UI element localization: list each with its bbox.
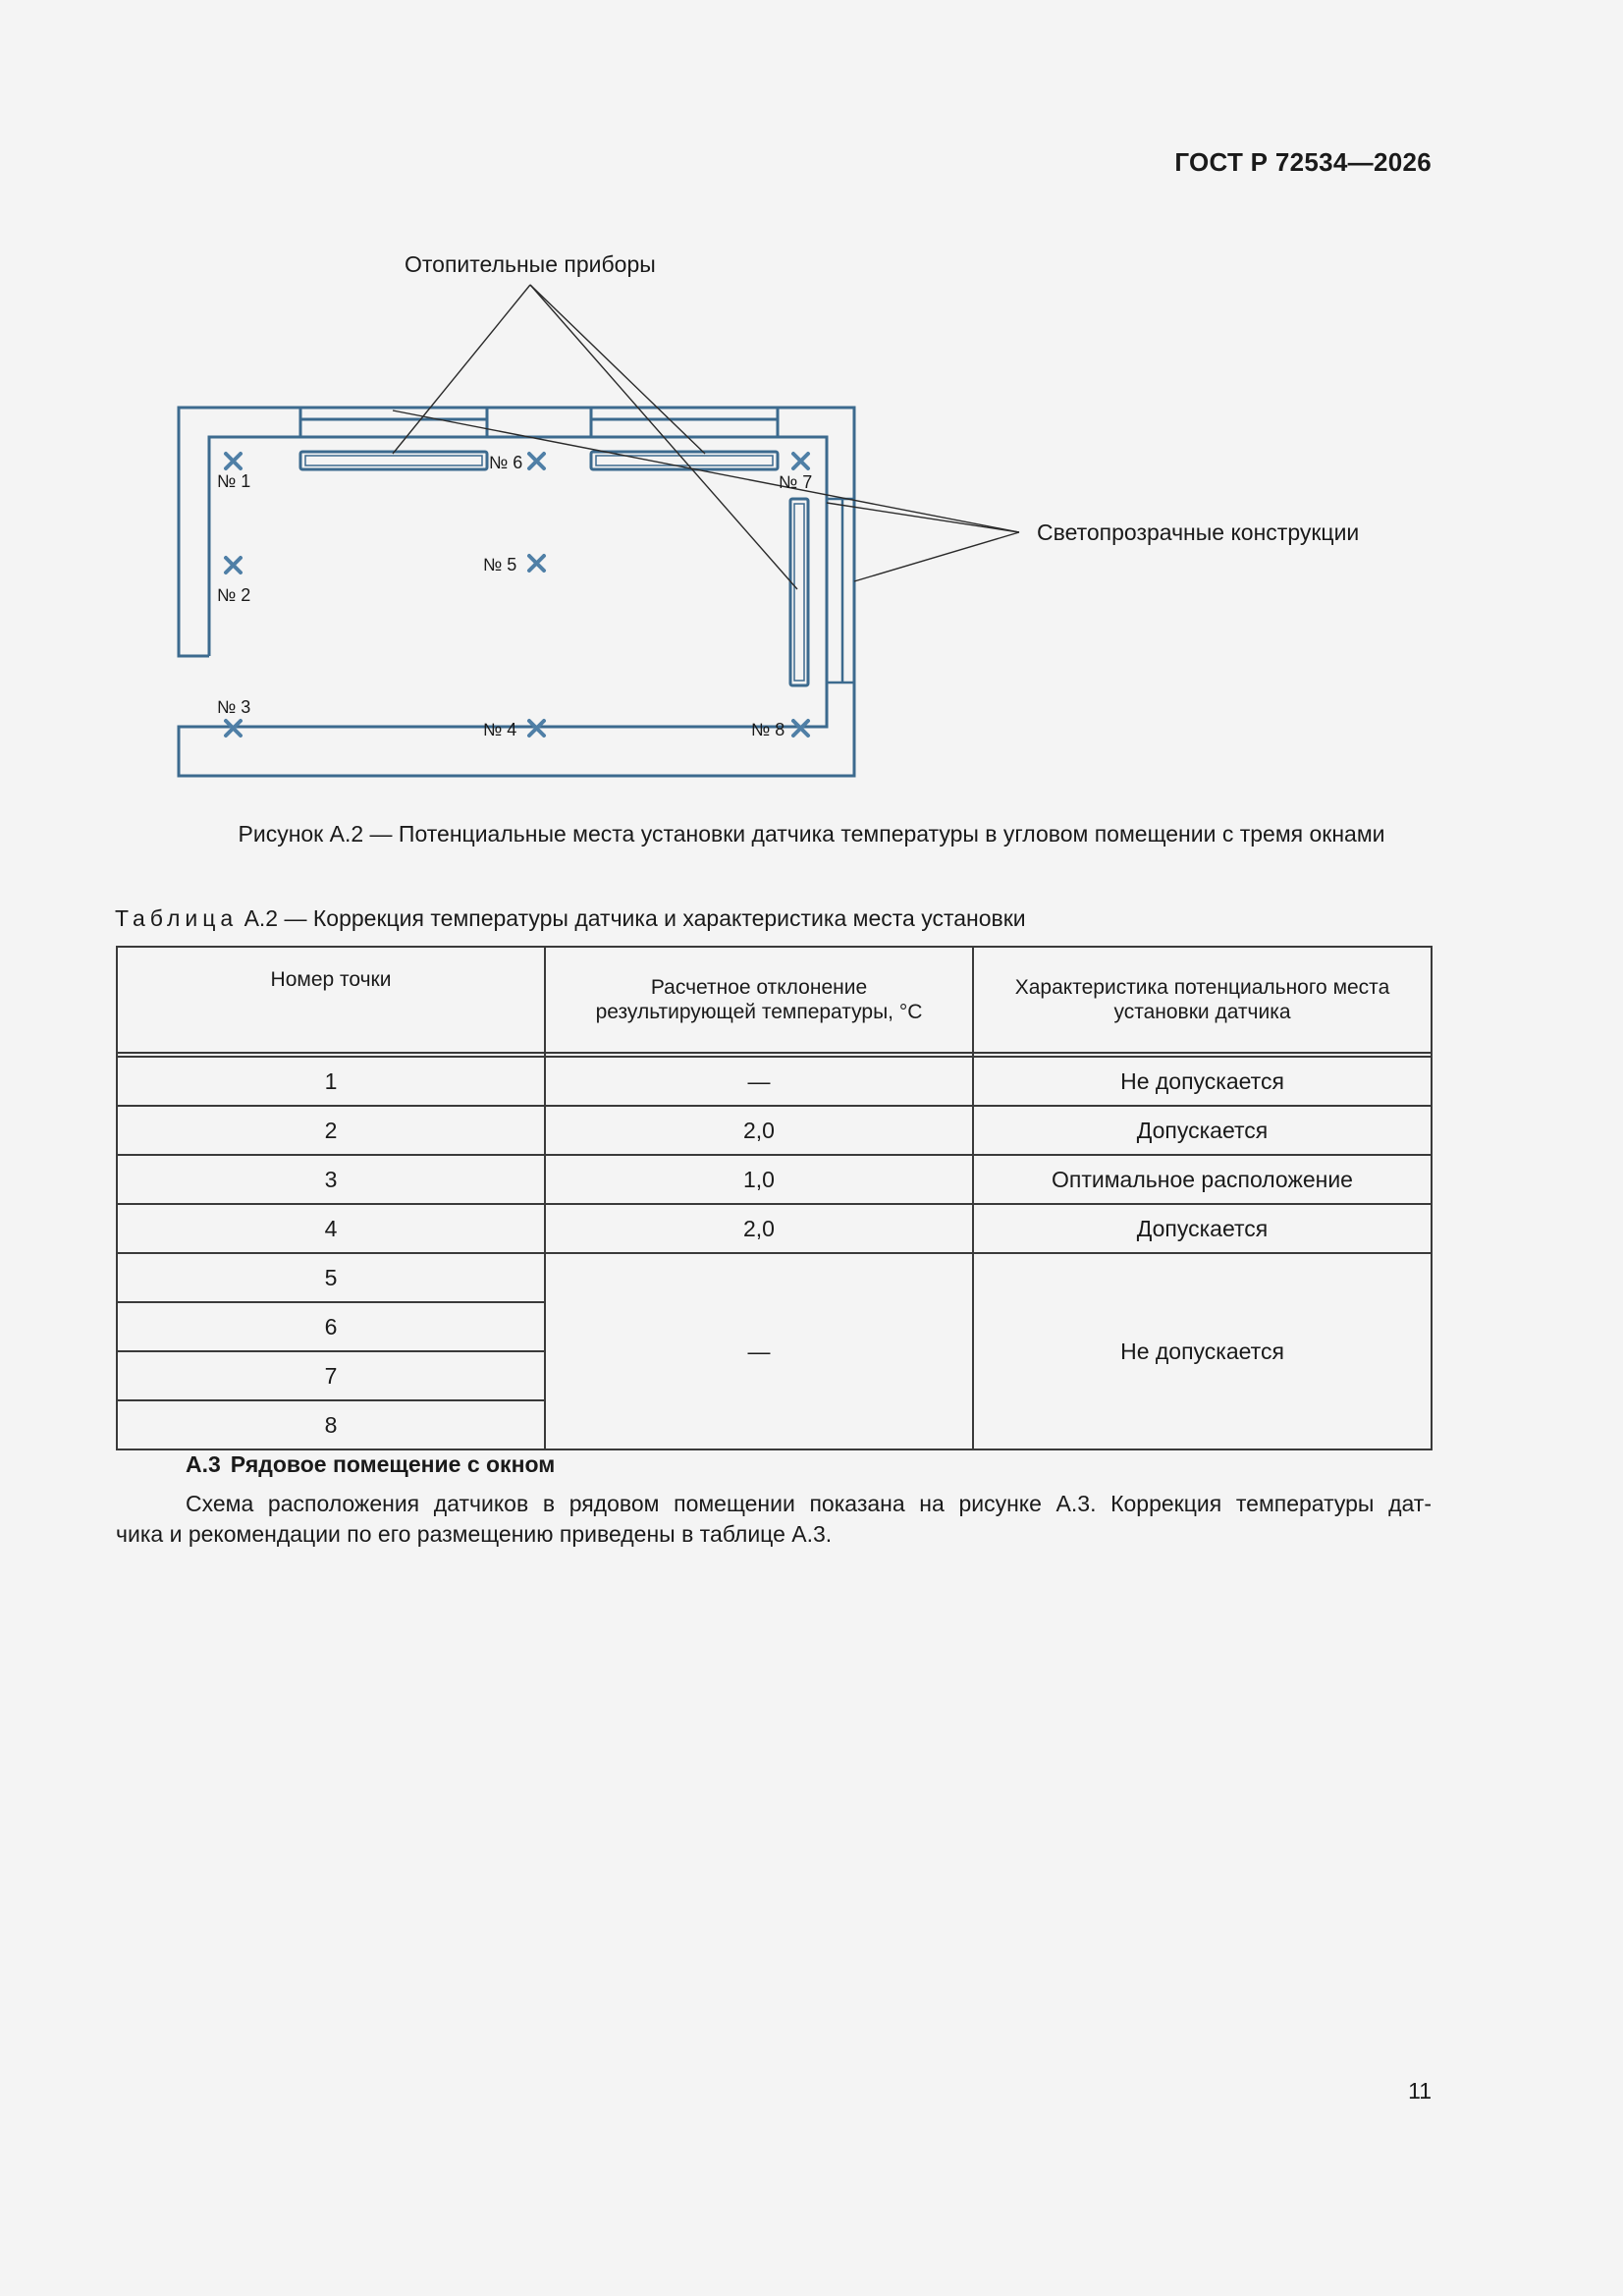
section-paragraph [116, 1489, 1432, 1550]
point-7-marker-icon [793, 454, 808, 468]
section-title: Рядовое помещение с окном [230, 1451, 556, 1477]
point-1-marker-icon [226, 454, 241, 468]
point-cell: 2 [117, 1106, 545, 1155]
point-label: № 6 [489, 453, 523, 472]
heaters-label: Отопительные приборы [405, 251, 656, 277]
document-code-header: ГОСТ Р 72534—2026 [1174, 147, 1432, 177]
point-label: № 8 [751, 720, 785, 739]
table-title [115, 905, 1026, 932]
room-plan-figure [0, 0, 1623, 805]
paragraph-line: чика и рекомендации по его размещению приведены в таблице А.3. [116, 1521, 833, 1547]
point-cell: 4 [117, 1204, 545, 1253]
characteristic-cell: Допускается [973, 1204, 1432, 1253]
merged-deviation-cell: — [545, 1253, 973, 1449]
point-markers [226, 454, 808, 736]
column-header: Характеристика потенциального места установки датчика [973, 947, 1432, 1053]
point-label: № 3 [217, 697, 251, 717]
deviation-cell: — [545, 1057, 973, 1106]
point-cell: 8 [117, 1400, 545, 1449]
characteristic-cell: Оптимальное расположение [973, 1155, 1432, 1204]
inner-wall-outline [209, 437, 827, 727]
point-label: № 7 [779, 472, 813, 492]
characteristic-cell: Допускается [973, 1106, 1432, 1155]
correction-table [116, 946, 1433, 1450]
point-label: № 4 [483, 720, 517, 739]
table-row [117, 1106, 1432, 1155]
column-header: Расчетное отклонение результирующей температуры, °С [545, 947, 973, 1053]
point-2-marker-icon [226, 558, 241, 573]
merged-characteristic-cell: Не допускается [973, 1253, 1432, 1449]
table-title-word: Таблица [115, 905, 239, 931]
point-label: № 2 [217, 585, 251, 605]
section-number: А.3 [186, 1451, 221, 1477]
point-5-marker-icon [529, 556, 544, 571]
paragraph-line: Схема расположения датчиков в рядовом помещении показана на рисунке А.3. Коррекция температуры дат- [186, 1491, 1432, 1516]
point-cell: 6 [117, 1302, 545, 1351]
point-label: № 1 [217, 471, 251, 491]
point-6-marker-icon [529, 454, 544, 468]
point-cell: 7 [117, 1351, 545, 1400]
point-cell: 1 [117, 1057, 545, 1106]
heaters [300, 452, 808, 685]
deviation-cell: 2,0 [545, 1204, 973, 1253]
point-label: № 5 [483, 555, 517, 574]
section-heading [186, 1451, 555, 1478]
table-title-text: А.2 — Коррекция температуры датчика и характеристика места установки [243, 905, 1026, 931]
table-row [117, 1155, 1432, 1204]
point-cell: 3 [117, 1155, 545, 1204]
heater-top-left [300, 452, 487, 469]
table-row [117, 1057, 1432, 1106]
point-cell: 5 [117, 1253, 545, 1302]
characteristic-cell: Не допускается [973, 1057, 1432, 1106]
heater-right [790, 499, 808, 685]
column-header: Номер точки [117, 947, 545, 1053]
deviation-cell: 2,0 [545, 1106, 973, 1155]
table-header-row [117, 947, 1432, 1053]
deviation-cell: 1,0 [545, 1155, 973, 1204]
figure-caption: Рисунок А.2 — Потенциальные места установки датчика температуры в угловом помещении с тремя окнами [238, 821, 1385, 847]
windows-label: Светопрозрачные конструкции [1037, 519, 1360, 545]
page-number: 11 [1408, 2078, 1432, 2104]
table-row [117, 1253, 1432, 1302]
window-right [827, 499, 854, 683]
table-row [117, 1204, 1432, 1253]
